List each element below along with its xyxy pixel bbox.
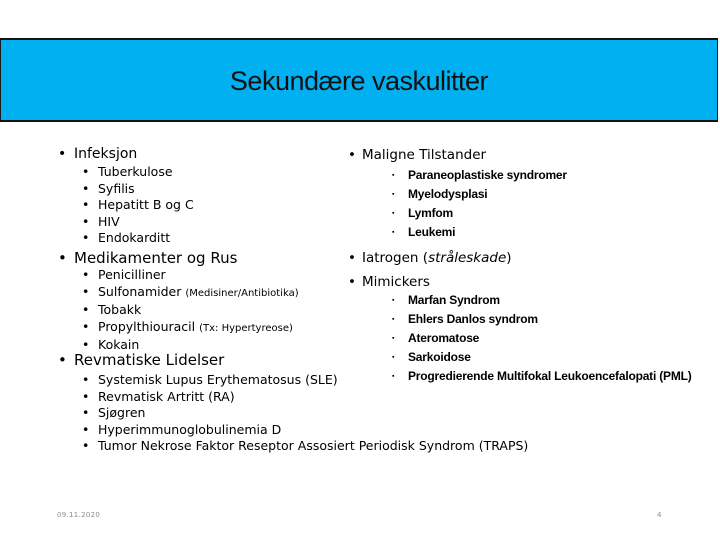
list-item: ▪ Progredierende Multifokal Leukoencefalopati (PML) [346,367,692,386]
list-item: ▪ Leukemi [346,223,567,242]
item-text: Penicilliner [98,267,166,282]
section-maligne [346,147,567,242]
list-item: ▪ Lymfom [346,204,567,223]
iatrogen-label: Iatrogen [362,250,419,266]
heading-medikamenter: • Medikamenter og Rus [56,250,299,267]
list-item: • Tumor Nekrose Faktor Reseptor Assosiert Periodisk Syndrom (TRAPS) [56,438,528,455]
iatrogen-note: stråleskade [428,250,507,266]
list-item: ▪ Paraneoplastiske syndromer [346,166,567,185]
footer-date: 09.11.2020 [57,511,101,519]
list-item: • Endokarditt [56,230,194,247]
list-item: ▪ Ateromatose [346,329,692,348]
list-item [56,284,299,303]
section-iatrogen [346,250,512,267]
heading-mimickers: • Mimickers [346,274,692,291]
item-text: Kokain [98,337,140,353]
list-item: ▪ Myelodysplasi [346,185,567,204]
page-number: 4 [657,511,662,519]
list-item: • Sjøgren [56,405,528,422]
list-item: ▪ Sarkoidose [346,348,692,367]
heading-maligne: • Maligne Tilstander [346,147,567,164]
item-text: Sulfonamider [98,283,182,299]
list-item: • Syfilis [56,181,194,198]
slide-title: Sekundære vaskulitter [229,65,489,96]
list-item: • Hepatitt B og C [56,197,194,214]
section-medikamenter [56,250,299,354]
item-text: Tobakk [98,302,142,318]
list-item: • Systemisk Lupus Erythematosus (SLE) [56,372,528,389]
item-text: Propylthiouracil [98,318,196,334]
title-bar [0,38,718,122]
item-note: (Tx: Hypertyreose) [199,322,293,334]
list-item: • HIV [56,214,194,231]
heading-revmatiske: • Revmatiske Lidelser [56,352,528,369]
list-item: • Hyperimmunoglobulinemia D [56,422,528,439]
list-item [56,267,299,284]
list-item [56,319,299,338]
list-item: • Tuberkulose [56,164,194,181]
heading-iatrogen: • Iatrogen (stråleskade) [346,250,512,267]
section-infeksjon [56,146,194,247]
item-note: (Medisiner/Antibiotika) [185,287,299,299]
list-item: ▪ Ehlers Danlos syndrom [346,310,692,329]
heading-infeksjon: • Infeksjon [56,146,194,163]
list-item [56,302,299,319]
section-mimickers [346,274,692,386]
list-item: • Revmatisk Artritt (RA) [56,389,528,406]
list-item: ▪ Marfan Syndrom [346,291,692,310]
